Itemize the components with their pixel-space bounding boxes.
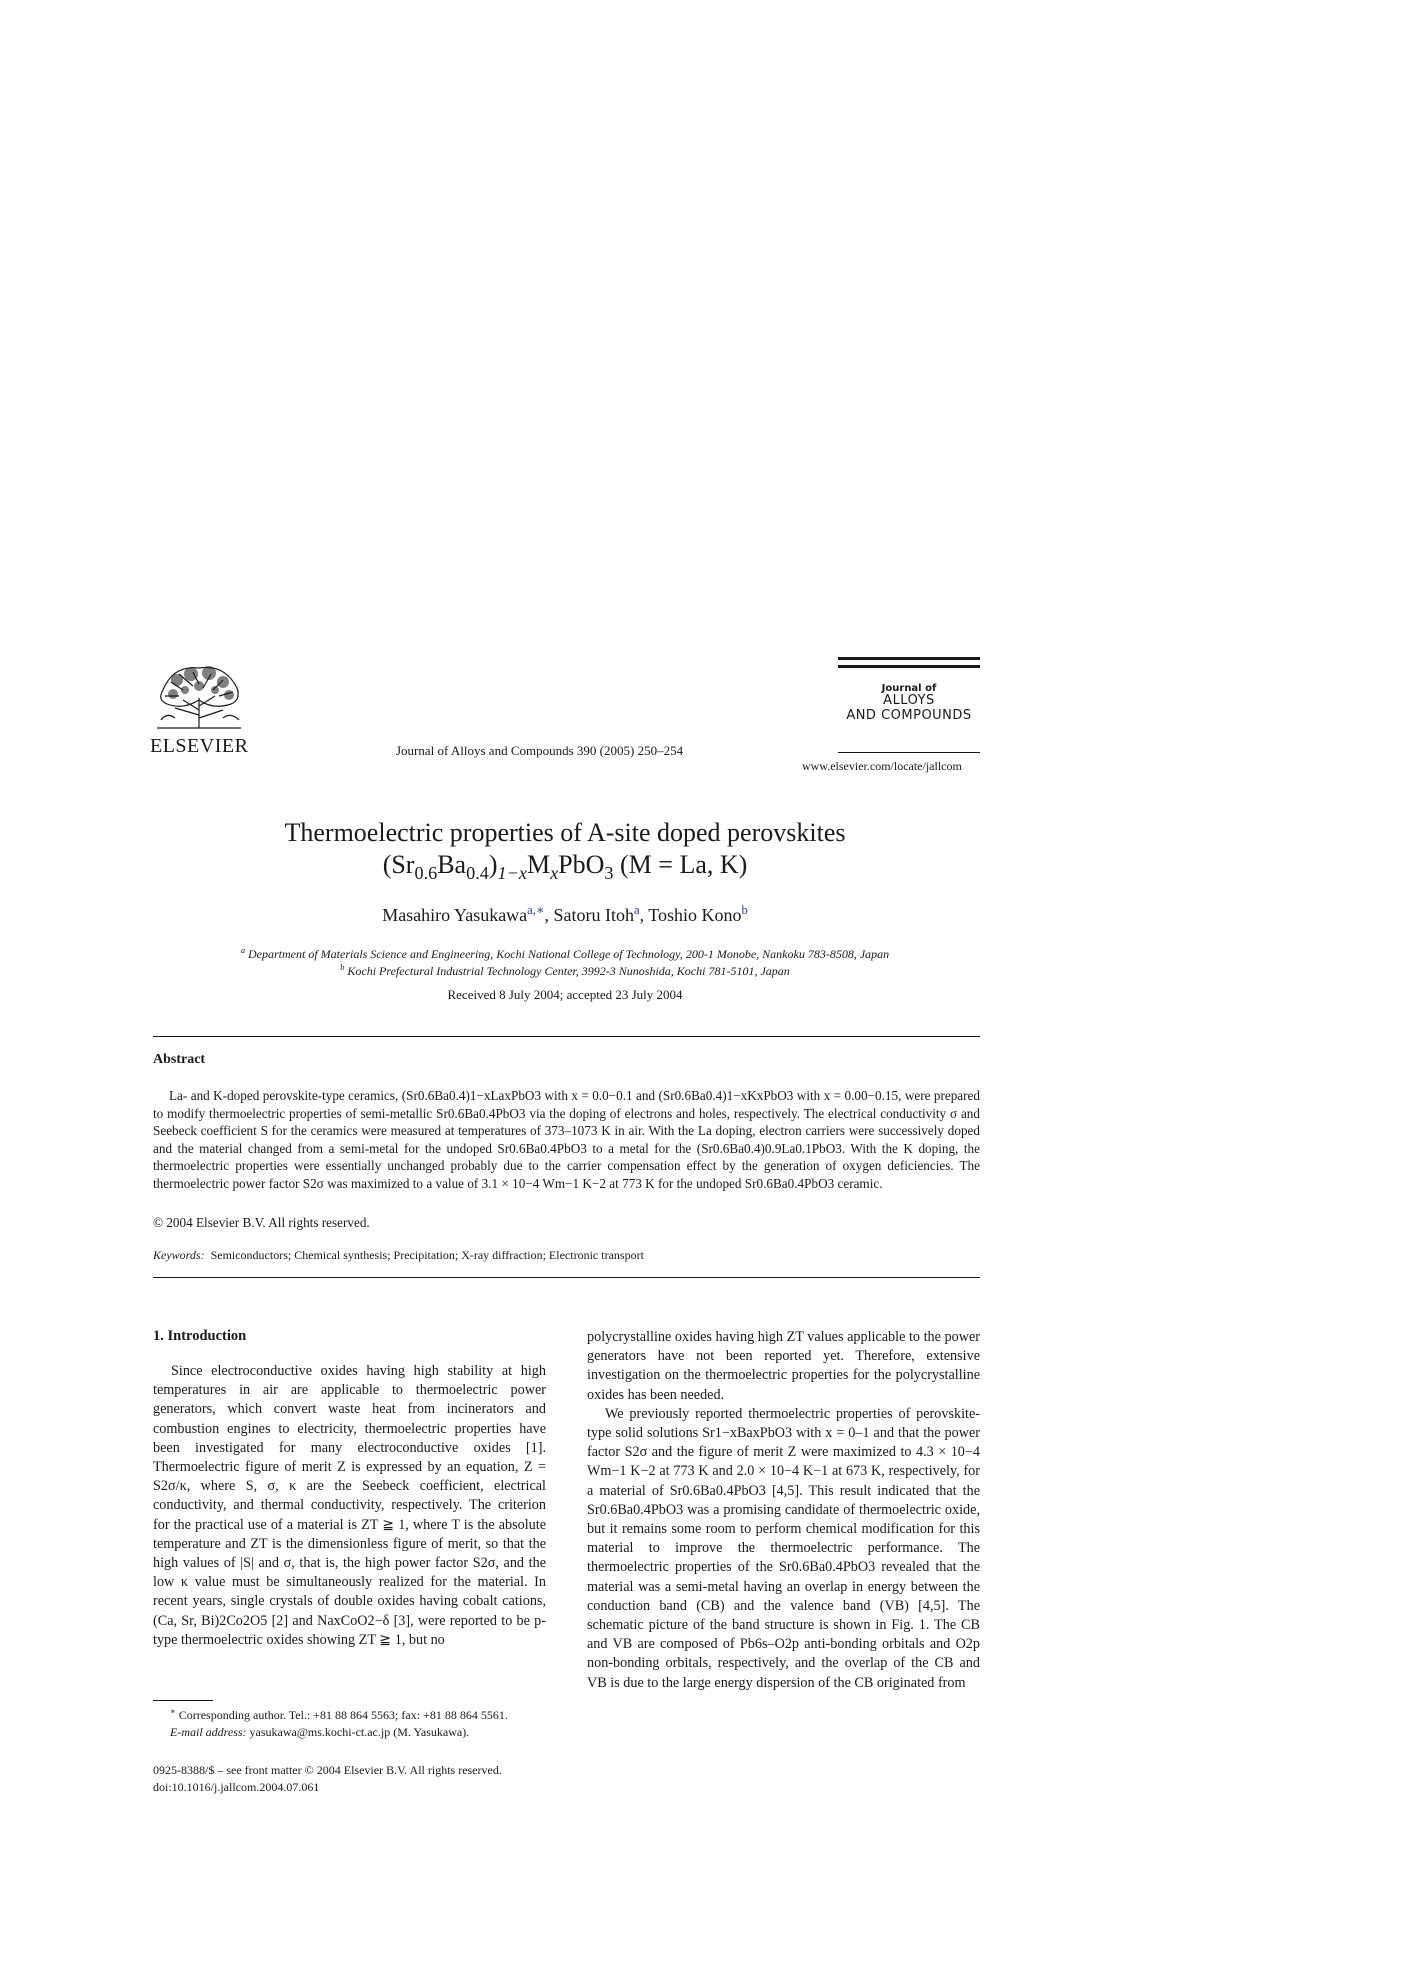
- section-divider: [153, 1036, 980, 1037]
- footnote-rule: [153, 1700, 213, 1701]
- author-affiliation-link[interactable]: a,∗: [527, 903, 545, 917]
- author-affiliation-link[interactable]: b: [741, 903, 748, 917]
- keywords: [153, 1248, 644, 1263]
- title-line-2: $(Sr_{0.6}Ba_{0.4})_{1-x}M_xPbO_3$ (M = La, K): [382, 850, 748, 884]
- journal-logo-line: ALLOYS: [883, 693, 935, 708]
- left-column: [153, 1350, 546, 1650]
- header-rule: [838, 752, 980, 753]
- right-column: [587, 1328, 980, 1693]
- elsevier-tree-logo: [153, 660, 245, 730]
- body-paragraph: We previously reported thermoelectric properties of perovskite-type solid solutions Sr1−xBaxPbO3 with x = 0–1 and that the power factor S2σ and the figure of merit Z were maximized to 4.3 × 10−4 Wm−1 K−2 at 773 K and 2.0 × 10−4 K−1 at 673 K, respectively, for a material of Sr0.6Ba0.4PbO3 [4,5]. This result indicated that the Sr0.6Ba0.4PbO3 was a promising candidate of thermoelectric oxide, but it remains some room to perform chemical modification for this material to improve the thermoelectric performance. The thermoelectric properties of the Sr0.6Ba0.4PbO3 revealed that the material was a semi-metal having an overlap in energy between the conduction band (CB) and the valence band (VB) [4,5]. The schematic picture of the band structure is shown in Fig. 1. The CB and VB are composed of Pb6s–O2p anti-bonding orbitals and O2p non-bonding orbitals, respectively, and the overlap of the CB and VB is due to the large energy dispersion of the CB originated from: [587, 1405, 980, 1691]
- author-affiliation-link[interactable]: a: [633, 903, 640, 917]
- affiliations: [150, 946, 980, 980]
- issn-doi: [153, 1762, 502, 1796]
- keywords-list: Semiconductors; Chemical synthesis; Precipitation; X-ray diffraction; Electronic transport: [210, 1248, 644, 1262]
- journal-logo-rules: [838, 657, 980, 673]
- issn-line: 0925-8388/$ – see front matter © 2004 Elsevier B.V. All rights reserved.: [153, 1763, 502, 1777]
- paper-title: [150, 817, 980, 884]
- footnote: ∗ Corresponding author. Tel.: +81 88 864 5563; fax: +81 88 864 5561. E-mail address: yasukawa@ms.kochi-ct.ac.jp (M. Yasukawa).: [170, 1707, 508, 1739]
- keywords-label: Keywords:: [153, 1248, 205, 1262]
- email-address[interactable]: yasukawa@ms.kochi-ct.ac.jp (M. Yasukawa).: [246, 1725, 470, 1739]
- abstract-text: La- and K-doped perovskite-type ceramics, (Sr0.6Ba0.4)1−xLaxPbO3 with x = 0.0−0.1 and (Sr0.6Ba0.4)1−xKxPbO3 with x = 0.00−0.15, were prepared to modify thermoelectric properties of semi-metallic Sr0.6Ba0.4PbO3 via the doping of electrons and holes, respectively. The electrical conductivity σ and Seebeck coefficient S for the ceramics were measured at temperatures of 373–1073 K in air. With the La doping, electron carriers were successively doped and the material changed from a semi-metal for the undoped Sr0.6Ba0.4PbO3 to a metal for the (Sr0.6Ba0.4)0.9La0.1PbO3. With the K doping, the thermoelectric properties were essentially unchanged probably due to the carrier compensation effect by the generation of oxygen deficiencies. The thermoelectric power factor S2σ was maximized to a value of 3.1 × 10−4 Wm−1 K−2 at 773 K for the undoped Sr0.6Ba0.4PbO3 ceramic.: [153, 1088, 980, 1191]
- abstract-heading: Abstract: [153, 1052, 206, 1067]
- affiliation-a: $^a$ Department of Materials Science and Engineering, Kochi National College of Technology, 200-1 Monobe, Nankoku 783-8508, Japan: [240, 946, 890, 961]
- section-divider: [153, 1277, 980, 1278]
- author-list: [150, 905, 980, 926]
- author-name: Masahiro Yasukawa: [382, 905, 528, 925]
- journal-citation: Journal of Alloys and Compounds 390 (2005) 250–254: [396, 743, 684, 758]
- doi-line[interactable]: doi:10.1016/j.jallcom.2004.07.061: [153, 1780, 320, 1794]
- affiliation-b: $^b$ Kochi Prefectural Industrial Technology Center, 3992-3 Nunoshida, Kochi 781-5101, Japan: [340, 963, 790, 978]
- journal-logo-line: Journal of: [881, 683, 937, 694]
- journal-url-link[interactable]: www.elsevier.com/locate/jallcom: [802, 759, 962, 773]
- journal-logo: [838, 683, 980, 723]
- body-paragraph: Since electroconductive oxides having high stability at high temperatures in air are applicable to thermoelectric power generators, which convert waste heat from incinerators and combustion engines to electricity, thermoelectric properties have been investigated for many electroconductive oxides [1]. Thermoelectric figure of merit Z is expressed by an equation, Z = S2σ/κ, where S, σ, κ are the Seebeck coefficient, electrical conductivity, and thermal conductivity, respectively. The criterion for the practical use of a material is ZT ≧ 1, where T is the absolute temperature and ZT is the dimensionless figure of merit, so that the high values of |S| and σ, that is, the high power factor S2σ, and the low κ value must be simultaneously realized for the material. In recent years, single crystals of double oxides having cobalt cations, (Ca, Sr, Bi)2Co2O5 [2] and NaxCoO2−δ [3], were reported to be p-type thermoelectric oxides showing ZT ≧ 1, but no: [153, 1363, 546, 1648]
- publisher-name: ELSEVIER: [150, 735, 249, 757]
- section-heading: 1. Introduction: [153, 1328, 247, 1344]
- copyright-notice: © 2004 Elsevier B.V. All rights reserved.: [153, 1215, 370, 1230]
- author-name: , Satoru Itoh: [544, 905, 634, 925]
- journal-logo-line: AND COMPOUNDS: [846, 708, 972, 723]
- received-dates: Received 8 July 2004; accepted 23 July 2004: [447, 987, 683, 1002]
- body-paragraph: polycrystalline oxides having high ZT values applicable to the power generators have not been reported yet. Therefore, extensive investigation on the thermoelectric properties for the polycrystalline oxides has been needed.: [587, 1329, 980, 1403]
- title-line-1: Thermoelectric properties of A-site doped perovskites: [284, 818, 846, 847]
- email-label: E-mail address:: [170, 1725, 247, 1739]
- author-name: , Toshio Kono: [639, 905, 742, 925]
